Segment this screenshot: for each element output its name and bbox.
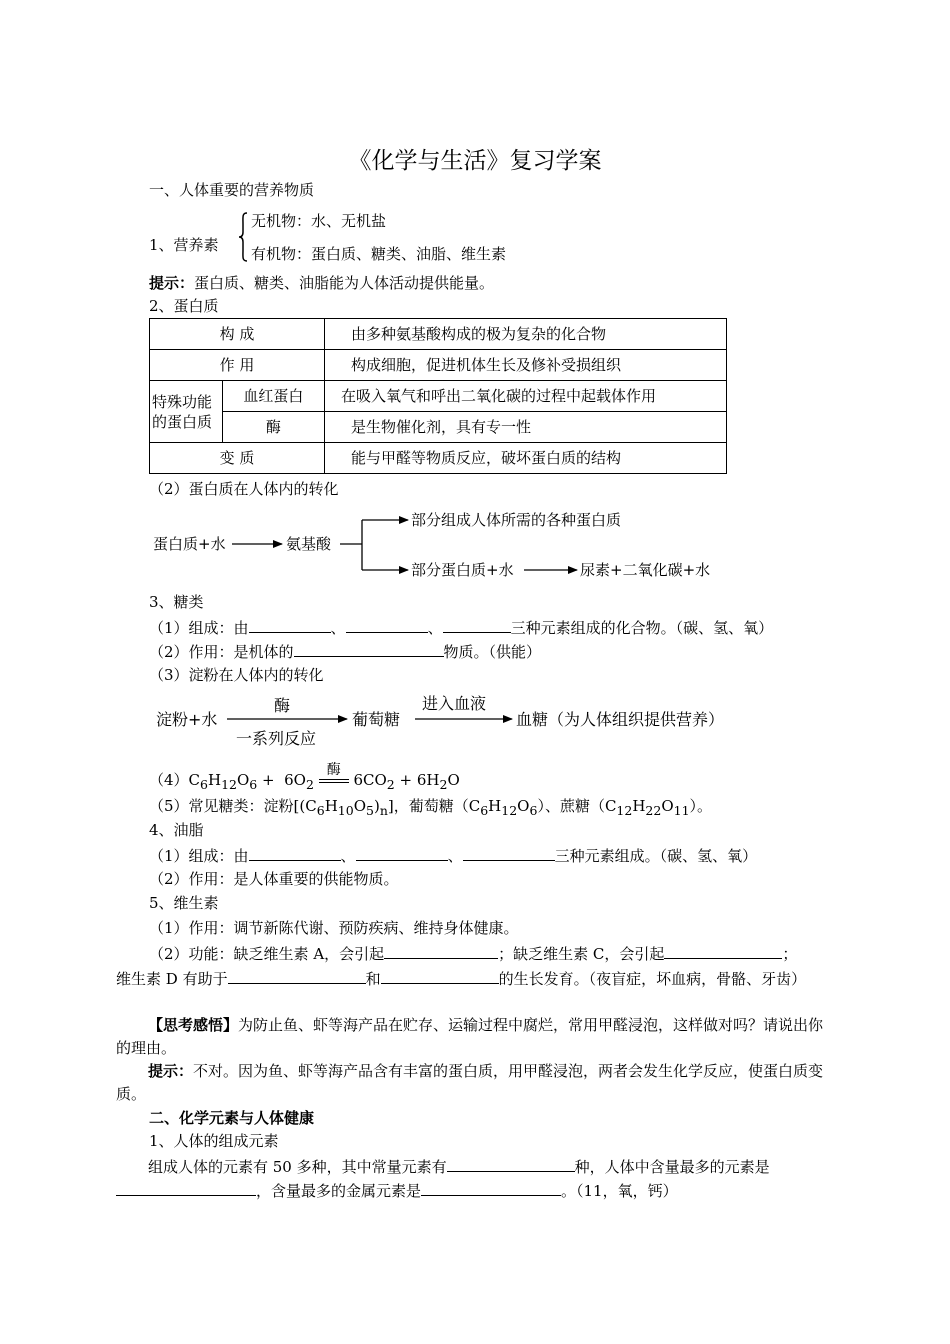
diagram-node-mid: 氨基酸 [286,535,332,553]
blank-field [421,1179,561,1196]
blank-field [346,616,428,633]
vitamin-function: （1）作用：调节新陈代谢、预防疾病、维持身体健康。 [149,919,519,937]
table-cell: 作 用 [150,350,325,381]
diagram-node-start: 蛋白质+水 [153,535,226,553]
blank-field [384,942,498,959]
think-text: 为防止鱼、虾等海产品在贮存、运输过程中腐烂，常用甲醛浸泡，这样做对吗？请说出你的理由。 [116,1016,824,1057]
fat-function: （2）作用：是人体重要的供能物质。 [149,870,399,888]
equation-prefix: （4） [149,771,189,789]
fat-composition: （1）组成：由 、 、 三种元素组成。（碳、氢、氧） [149,844,757,866]
table-cell: 在吸入氧气和呼出二氧化碳的过程中起载体作用 [325,381,727,412]
table-cell: 血红蛋白 [222,381,324,412]
vitamin-heading: 5、维生素 [149,894,219,912]
sugar-text: （2）作用：是机体的 [149,643,294,661]
blank-field [294,640,444,657]
blank-field [447,1155,575,1172]
table-row [150,381,727,412]
sugar-text: 三种元素组成的化合物。（碳、氢、氧） [510,619,774,637]
inorganic-item: 无机物：水、无机盐 [251,212,387,230]
diagram-label-above: 进入血液 [422,694,487,713]
table-cell: 构 成 [150,319,325,350]
starch-heading: （3）淀粉在人体内的转化 [149,666,324,684]
vitamin-text: ； [782,945,798,963]
blank-field [463,844,555,861]
diagram-label-above: 酶 [274,696,291,715]
sugar-text: （5）常见糖类： [149,797,264,815]
hint-text: 蛋白质、糖类、油脂能为人体活动提供能量。 [194,274,495,292]
section2-sub1: 1、人体的组成元素 [149,1132,279,1150]
sugar-types: （5）常见糖类：淀粉$[(C_6H_{10}O_5)_n]$，葡萄糖$(C_6H_{12}O_6)$、蔗糖$(C_{12}H_{22}O_{11})$。 [149,797,713,818]
protein-table [149,318,727,474]
think-label: 【思考感悟】 [148,1016,239,1034]
blank-field [116,1179,256,1196]
sugar-heading: 3、糖类 [149,593,204,611]
hint2-text: 不对。因为鱼、虾等海产品含有丰富的蛋白质，用甲醛浸泡，两者会发生化学反应，使蛋白质变质。 [116,1062,824,1103]
protein-transform-heading: （2）蛋白质在人体内的转化 [149,480,339,498]
table-cell: 是生物催化剂，具有专一性 [325,412,727,443]
diagram-node-bottom-left: 部分蛋白质+水 [411,561,514,579]
diagram-node-start: 淀粉+水 [156,710,218,729]
table-row [150,443,727,474]
sugar-text: 物质。（供能） [443,643,542,661]
elements-text: 种，人体中含量最多的元素是 [574,1158,770,1176]
protein-diagram [150,500,730,585]
catalyst-arrow [319,762,349,788]
diagram-node-top: 部分组成人体所需的各种蛋白质 [411,511,622,529]
diagram-node-bottom-right: 尿素+二氧化碳+水 [580,561,711,579]
elements-text: ，含量最多的金属元素是 [256,1182,422,1200]
elements-text: 。（11，氧，钙） [561,1182,678,1200]
blank-field [443,616,511,633]
vitamin-d [116,967,806,989]
diagram-node-mid: 葡萄糖 [352,710,401,729]
vitamin-text: 维生素 D 有助于 [116,970,228,988]
blank-field [249,616,331,633]
table-cell: 酶 [222,412,324,443]
table-row [150,412,727,443]
starch-diagram [150,690,770,755]
sugar-text: （1）组成：由 [149,619,249,637]
vitamin-text: （2）功能：缺乏维生素 A，会引起 [149,945,385,963]
table-row [150,350,727,381]
hint2-label: 提示： [148,1062,194,1080]
catalyst-label: 酶 [326,762,341,778]
blank-field [381,967,499,984]
nutrients-label: 1、营养素 [149,236,219,254]
blank-field [228,967,366,984]
diagram-node-end: 血糖（为人体组织提供营养） [516,710,725,729]
fat-heading: 4、油脂 [149,821,204,839]
think-paragraph [116,1014,838,1060]
table-row [150,319,727,350]
sugar-composition: （1）组成：由 、 、 三种元素组成的化合物。（碳、氢、氧） [149,616,773,638]
table-cell: 特殊功能的蛋白质 [150,381,223,443]
table-cell: 构成细胞，促进机体生长及修补受损组织 [325,350,727,381]
elements-text: 组成人体的元素有 50 多种，其中常量元素有 [148,1158,447,1176]
table-cell: 由多种氨基酸构成的极为复杂的化合物 [325,319,727,350]
vitamin-text: 的生长发育。（夜盲症，坏血病，骨骼、牙齿） [498,970,807,988]
page-title: 《化学与生活》复习学案 [348,148,602,174]
vitamin-text: 和 [365,970,381,988]
sugar-function [149,640,541,662]
table-cell: 能与甲醛等物质反应，破坏蛋白质的结构 [325,443,727,474]
diagram-label-below: 一系列反应 [236,729,317,748]
hint-label: 提示： [149,274,195,292]
hint-line [149,273,494,293]
table-cell: 变 质 [150,443,325,474]
protein-heading: 2、蛋白质 [149,297,219,315]
section2-heading: 二、化学元素与人体健康 [149,1109,315,1127]
elements-paragraph [116,1155,838,1203]
section1-heading: 一、人体重要的营养物质 [149,181,315,199]
brace-icon [238,212,248,262]
vitamin-text: ；缺乏维生素 C，会引起 [498,945,665,963]
organic-item: 有机物：蛋白质、糖类、油脂、维生素 [251,245,507,263]
glucose-equation: $(4)C_6H_{12}O_6 + 6O_2$ 酶 $6CO_2 + 6H_2O$ [149,762,460,792]
blank-field [664,942,782,959]
blank-field [249,844,341,861]
blank-field [356,844,448,861]
vitamin-effects [149,942,797,964]
fat-text: 三种元素组成。（碳、氢、氧） [554,847,758,865]
fat-text: （1）组成：由 [149,847,249,865]
hint2-paragraph [116,1060,838,1106]
